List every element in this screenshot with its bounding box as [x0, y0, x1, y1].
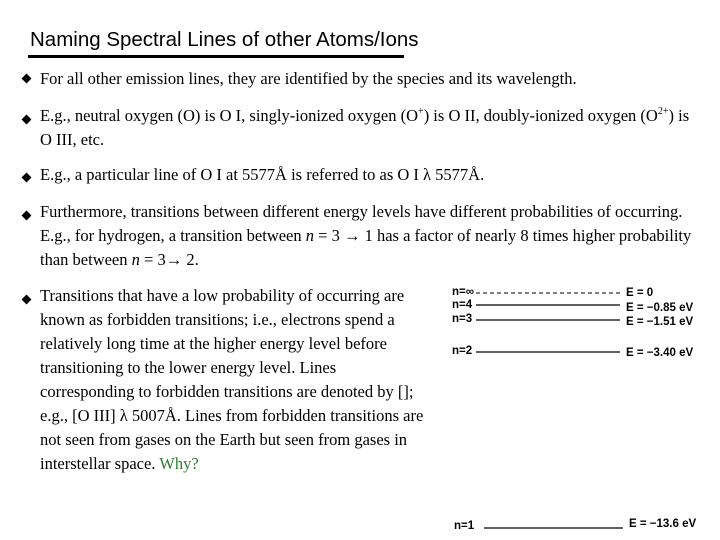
superscript-charge: 2+: [657, 105, 669, 117]
level-n-label: n=4: [452, 299, 473, 311]
text-run: Furthermore, transitions between different energy levels have different probabilities of occurring. E.g., for hydrogen, a transition between: [40, 202, 683, 245]
slide-title: Naming Spectral Lines of other Atoms/Ions: [30, 28, 419, 51]
bullet-species-wavelength: For all other emission lines, they are identified by the species and its wavelength.: [40, 69, 577, 88]
level-energy-label: E = −3.40 eV: [626, 347, 694, 359]
level-energy-label: E = −1.51 eV: [626, 316, 694, 328]
text-run: Transitions that have a low probability of occurring are known as forbidden transitions; i.e., electrons spend a relatively long time at the higher energy level before transitioning to the lower energy level. Lines corresponding to forbidden transitions are denoted by []; e.g., [O III] λ 5007Å. Lines from forbidden transitions are not seen from gases on the Earth but seen from gases in interstellar space.: [40, 286, 424, 473]
level-energy-label: E = −0.85 eV: [626, 302, 694, 314]
level-n-label: n=1: [454, 520, 475, 532]
bullet-line-example: E.g., a particular line of O I at 5577Å is referred to as O I λ 5577Å.: [40, 165, 485, 184]
energy-level-diagram: [448, 282, 713, 537]
text-run: ) is O II, doubly-ionized oxygen (O: [423, 106, 658, 125]
quantum-number-n: n: [305, 226, 315, 245]
level-n-label: n=∞: [452, 286, 474, 298]
text-run: E.g., neutral oxygen (O) is O I, singly-ionized oxygen (O: [40, 106, 419, 125]
text-run: = 3 → 1 has a factor of nearly 8 times higher probability than between: [40, 226, 692, 269]
bullet-diamond-icon: [22, 211, 32, 221]
level-energy-label: E = −13.6 eV: [629, 518, 697, 530]
why-question: Why?: [159, 454, 199, 473]
bullet-transition-probability: [40, 200, 705, 272]
superscript-charge: +: [418, 105, 424, 117]
text-run: ) is O III, etc.: [40, 106, 690, 149]
quantum-number-n: n: [131, 250, 140, 269]
bullet-diamond-icon: [22, 115, 32, 125]
bullet-diamond-icon: [22, 173, 32, 183]
bullet-ionization-notation: [40, 104, 705, 152]
level-n-label: n=3: [452, 313, 473, 325]
bullet-diamond-icon: [22, 74, 32, 84]
text-run: = 3→ 2.: [139, 250, 199, 269]
bullet-forbidden-transitions: [40, 284, 432, 476]
level-energy-label: E = 0: [626, 287, 654, 299]
bullet-diamond-icon: [22, 295, 32, 305]
title-underline: [28, 55, 404, 58]
level-n-label: n=2: [452, 345, 473, 357]
